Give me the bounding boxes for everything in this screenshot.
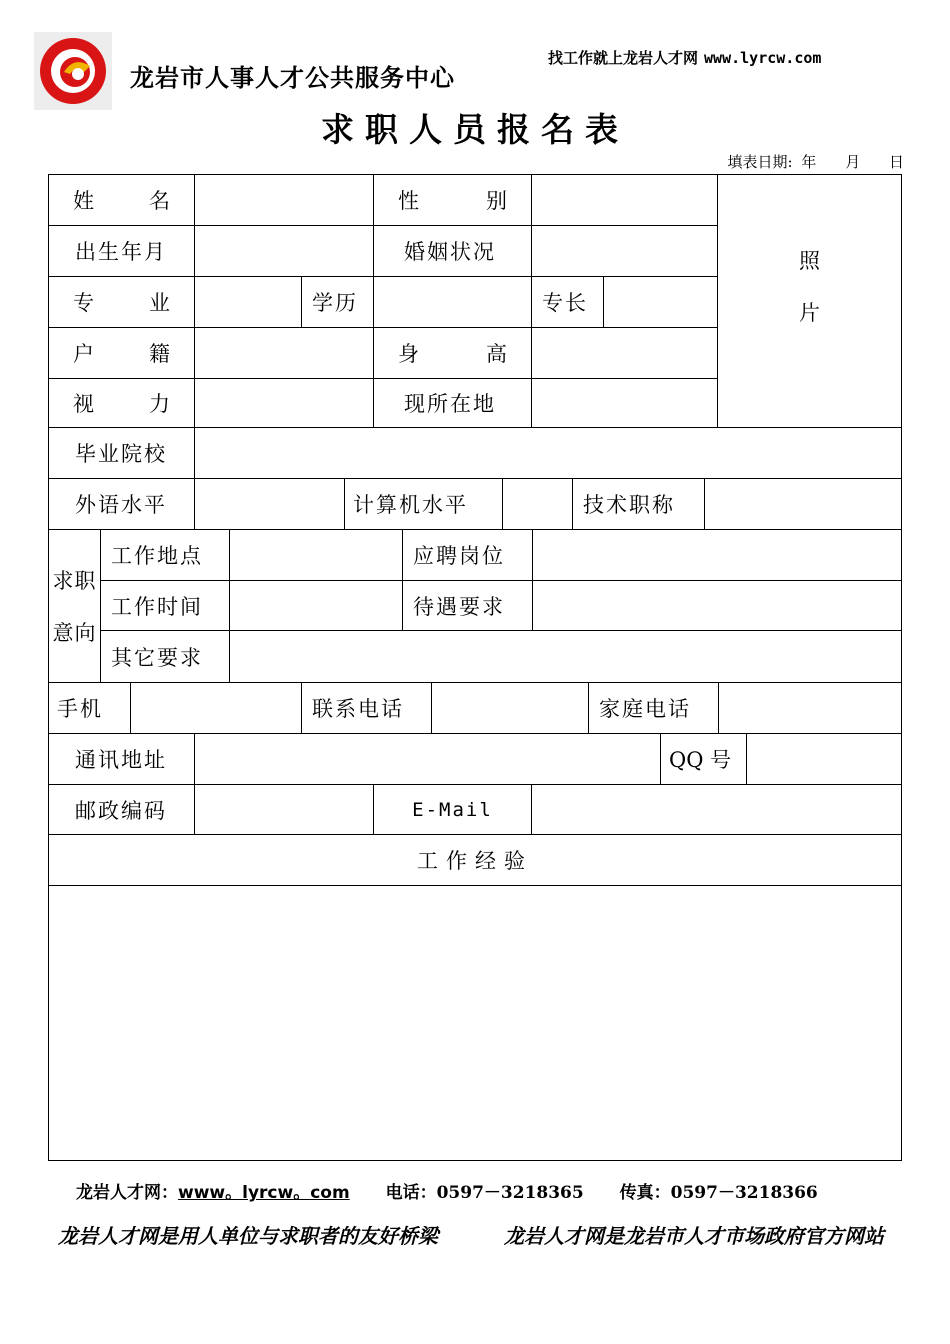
date-label: 填表日期:	[727, 153, 793, 171]
date-month: 月	[845, 153, 861, 171]
label-other: 其它要求	[101, 631, 230, 683]
label-salary: 待遇要求	[403, 581, 533, 631]
footer-contact	[76, 1178, 848, 1203]
label-huji-a: 户	[73, 342, 94, 366]
label-marital: 婚姻状况	[374, 226, 532, 277]
footer-tagline-left: 龙岩人才网是用人单位与求职者的友好桥梁	[58, 1224, 438, 1248]
org-name: 龙岩市人事人才公共服务中心	[130, 64, 455, 92]
label-job-intention	[49, 530, 101, 683]
label-intent-b: 意向	[52, 621, 97, 645]
field-qq[interactable]	[747, 734, 901, 785]
footer-tagline-right: 龙岩人才网是龙岩市人才市场政府官方网站	[504, 1224, 884, 1248]
slogan-url[interactable]: www.lyrcw.com	[704, 49, 822, 67]
label-work-time: 工作时间	[101, 581, 230, 631]
footer-tel: 电话：0597－3218365	[385, 1183, 584, 1203]
footer-site-url[interactable]: www。lyrcw。com	[178, 1183, 350, 1203]
label-experience: 工作经验	[49, 835, 901, 886]
label-email: E-Mail	[374, 785, 532, 835]
label-mobile: 手机	[49, 683, 131, 734]
label-name-b: 名	[149, 189, 170, 213]
field-home-phone[interactable]	[719, 683, 901, 734]
field-height[interactable]	[532, 328, 718, 379]
site-slogan	[548, 47, 821, 68]
field-experience[interactable]	[49, 886, 901, 1159]
fill-date	[724, 151, 904, 172]
field-school[interactable]	[195, 428, 901, 479]
slogan-text: 找工作就上龙岩人才网	[548, 49, 699, 67]
field-mobile[interactable]	[131, 683, 302, 734]
field-language[interactable]	[195, 479, 345, 530]
field-position[interactable]	[533, 530, 901, 581]
date-day: 日	[888, 153, 904, 171]
label-school: 毕业院校	[49, 428, 195, 479]
footer-site-label: 龙岩人才网：	[76, 1183, 178, 1203]
photo-label-b: 片	[799, 301, 820, 325]
field-name[interactable]	[195, 175, 374, 226]
field-work-place[interactable]	[230, 530, 403, 581]
field-postcode[interactable]	[195, 785, 374, 835]
field-title-rank[interactable]	[705, 479, 901, 530]
footer-fax: 传真：0597－3218366	[619, 1183, 818, 1203]
field-vision[interactable]	[195, 379, 374, 428]
label-title-rank: 技术职称	[573, 479, 705, 530]
label-height-b: 高	[486, 342, 507, 366]
field-birth[interactable]	[195, 226, 374, 277]
label-gender-b: 别	[486, 189, 507, 213]
label-postcode: 邮政编码	[49, 785, 195, 835]
field-location[interactable]	[532, 379, 718, 428]
label-name	[49, 175, 195, 226]
label-major-b: 业	[149, 291, 170, 315]
org-logo	[34, 32, 112, 110]
date-year: 年	[801, 153, 817, 171]
field-major[interactable]	[195, 277, 302, 328]
label-qq: QQ 号	[661, 734, 747, 785]
label-address: 通讯地址	[49, 734, 195, 785]
label-language: 外语水平	[49, 479, 195, 530]
label-vision-b: 力	[149, 392, 170, 416]
label-gender-a: 性	[398, 189, 419, 213]
label-height	[374, 328, 532, 379]
label-major	[49, 277, 195, 328]
field-education[interactable]	[374, 277, 532, 328]
label-home-phone: 家庭电话	[589, 683, 719, 734]
label-phone: 联系电话	[302, 683, 432, 734]
field-email[interactable]	[532, 785, 901, 835]
field-huji[interactable]	[195, 328, 374, 379]
field-other[interactable]	[230, 631, 901, 683]
label-height-a: 身	[398, 342, 419, 366]
field-phone[interactable]	[432, 683, 589, 734]
label-work-place: 工作地点	[101, 530, 230, 581]
label-huji	[49, 328, 195, 379]
label-gender	[374, 175, 532, 226]
photo-box[interactable]	[718, 175, 901, 428]
label-vision	[49, 379, 195, 428]
page-title: 求职人员报名表	[321, 110, 629, 149]
label-specialty: 专长	[532, 277, 604, 328]
field-marital[interactable]	[532, 226, 718, 277]
field-address[interactable]	[195, 734, 661, 785]
field-computer[interactable]	[503, 479, 573, 530]
label-birth: 出生年月	[49, 226, 195, 277]
label-computer: 计算机水平	[345, 479, 503, 530]
label-name-a: 姓	[73, 189, 94, 213]
label-position: 应聘岗位	[403, 530, 533, 581]
label-location: 现所在地	[374, 379, 532, 428]
application-form	[48, 174, 902, 1161]
label-vision-a: 视	[73, 392, 94, 416]
field-specialty[interactable]	[604, 277, 718, 328]
label-huji-b: 籍	[149, 342, 170, 366]
field-gender[interactable]	[532, 175, 718, 226]
label-education: 学历	[302, 277, 374, 328]
field-work-time[interactable]	[230, 581, 403, 631]
field-salary[interactable]	[533, 581, 901, 631]
label-intent-a: 求职	[52, 569, 97, 593]
label-major-a: 专	[73, 291, 94, 315]
photo-label-a: 照	[799, 249, 820, 273]
